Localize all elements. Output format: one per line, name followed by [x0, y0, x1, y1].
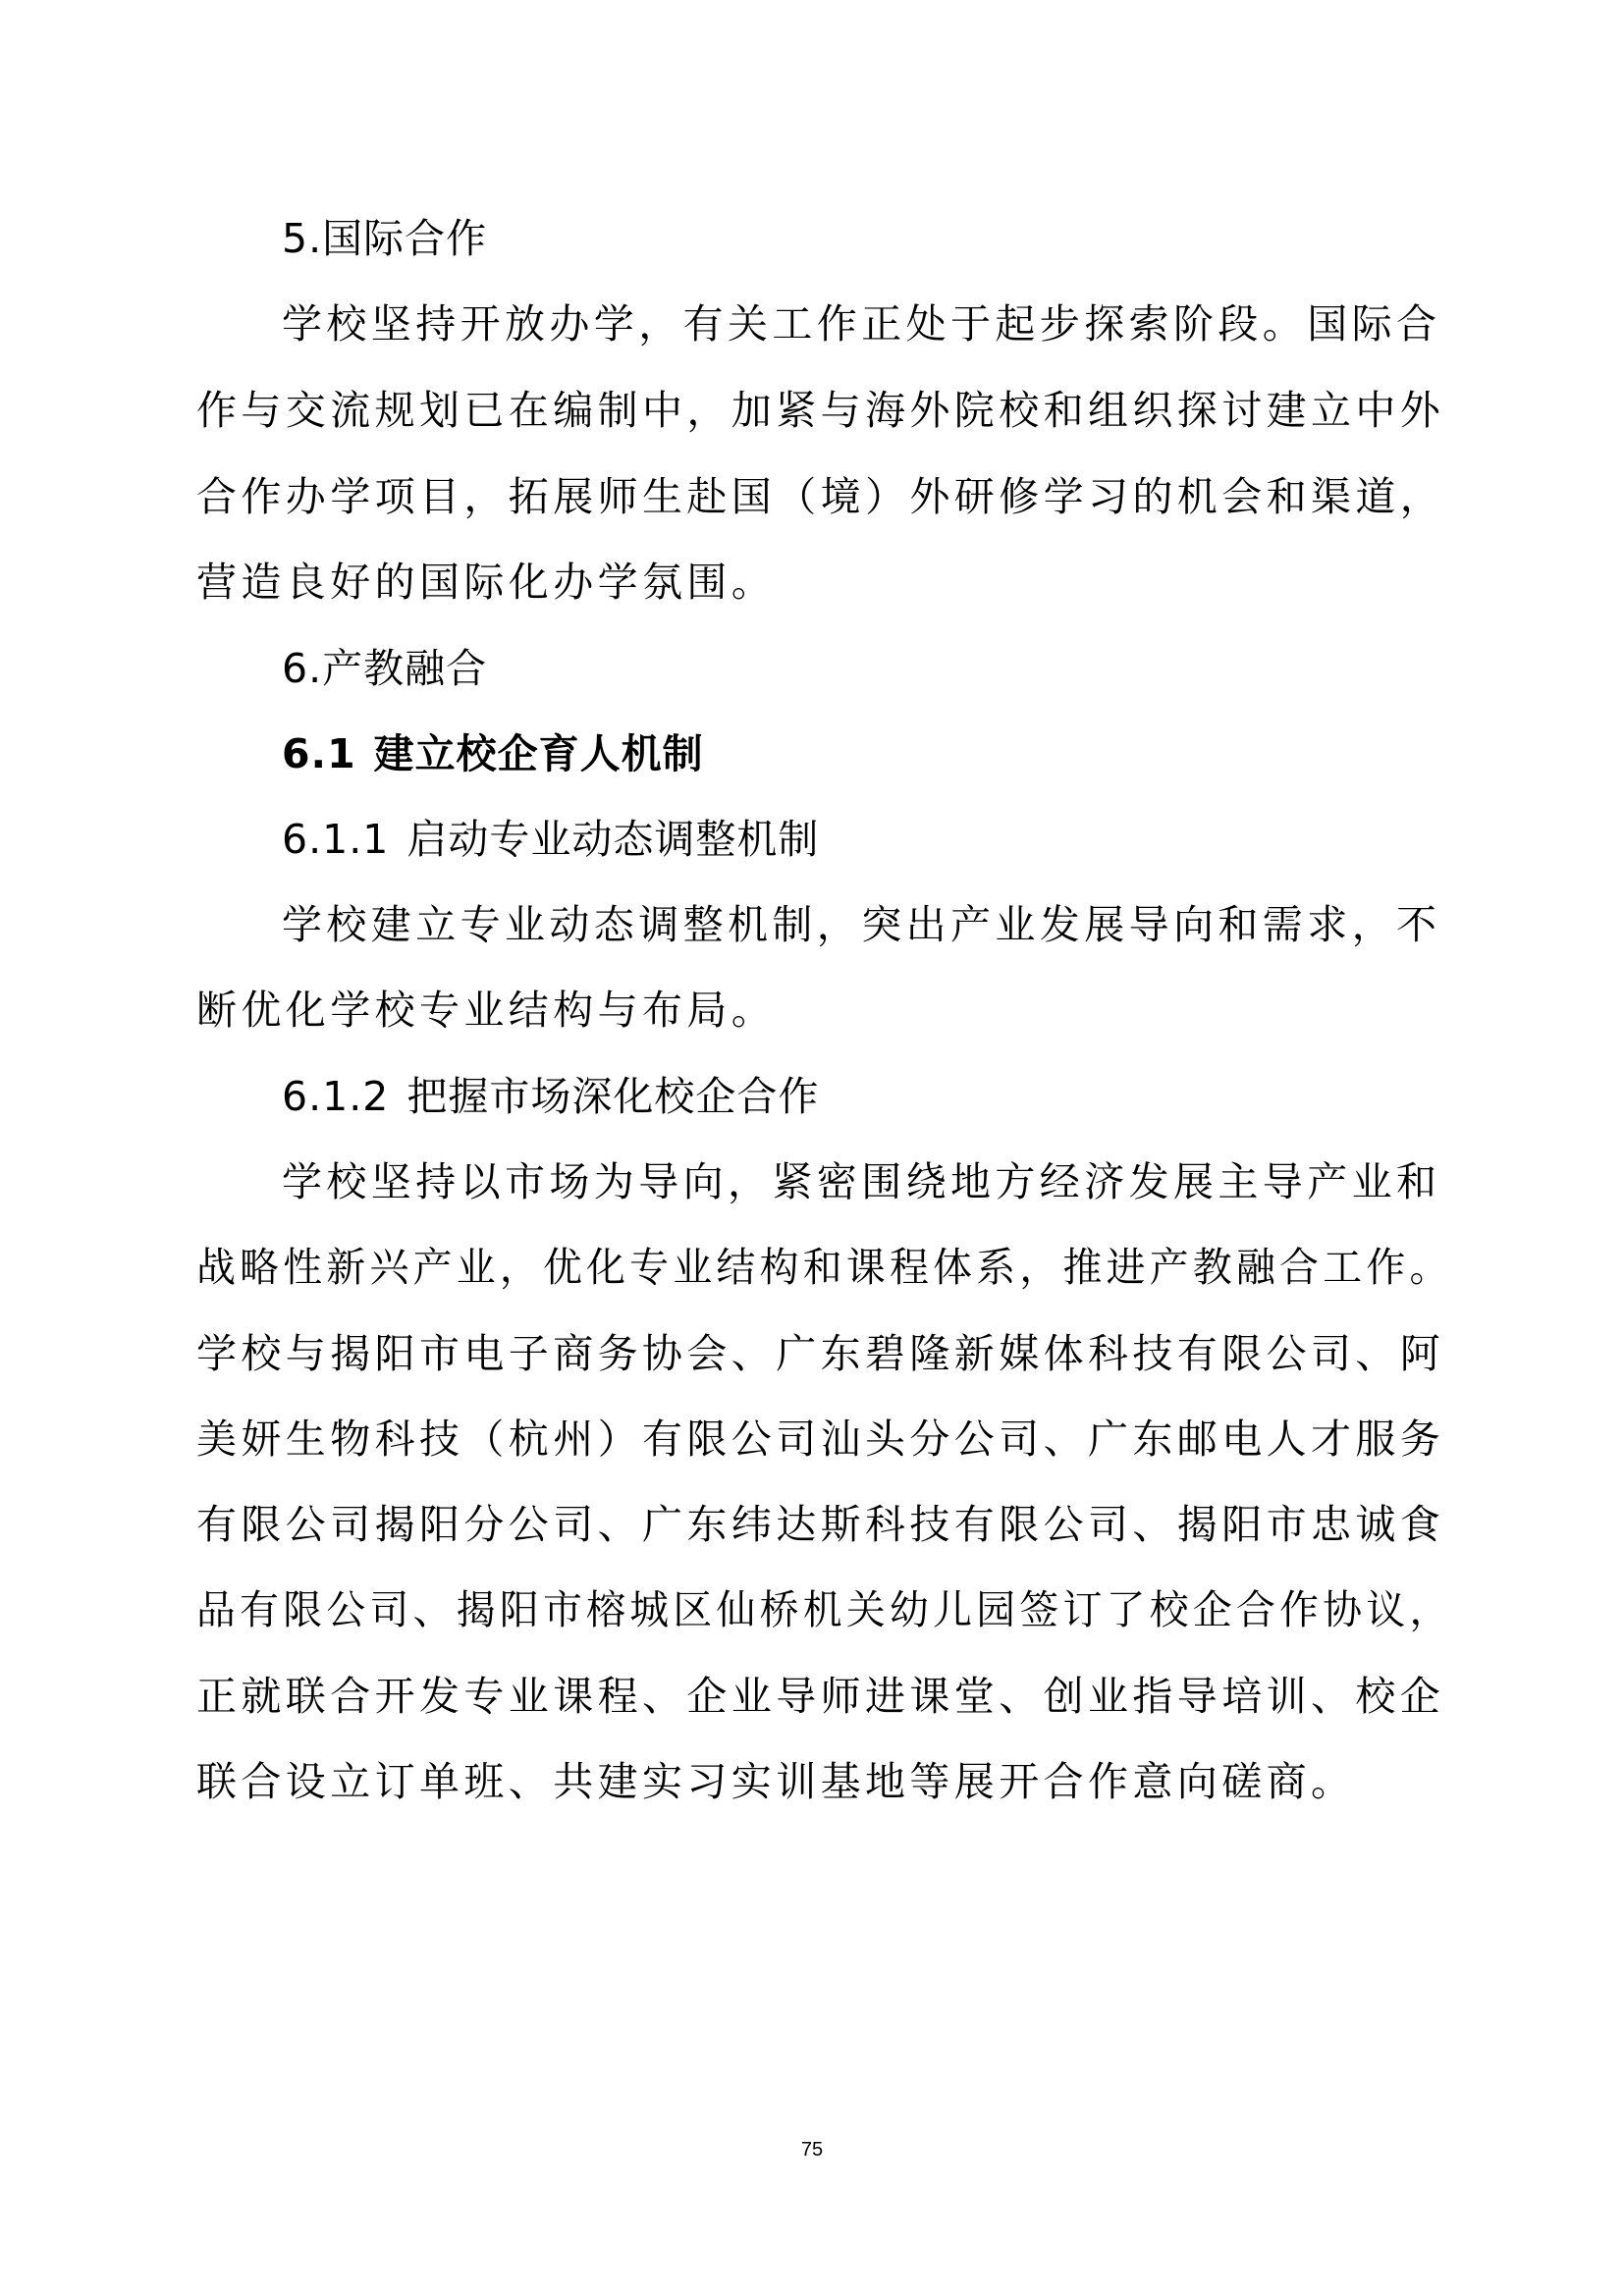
paragraph-line: 合作办学项目，拓展师生赴国（境）外研修学习的机会和渠道， [196, 473, 1445, 520]
section-6-heading: 6.产教融合 [282, 645, 488, 692]
section-6-1-1-number: 6.1.1 [282, 816, 390, 863]
section-6-1-number: 6.1 [282, 730, 356, 777]
section-6-1-2-title: 把握市场深化校企合作 [406, 1073, 820, 1120]
page-number: 75 [800, 2139, 824, 2161]
paragraph-line: 美妍生物科技（杭州）有限公司汕头分公司、广东邮电人才服务 [196, 1415, 1445, 1463]
paragraph-line: 学校建立专业动态调整机制，突出产业发展导向和需求，不 [282, 901, 1441, 948]
paragraph-line: 战略性新兴产业，优化专业结构和课程体系，推进产教融合工作。 [196, 1244, 1453, 1291]
paragraph-line: 学校坚持开放办学，有关工作正处于起步探索阶段。国际合 [282, 300, 1441, 347]
paragraph-line: 正就联合开发专业课程、企业导师进课堂、创业指导培训、校企 [196, 1673, 1445, 1720]
section-6-1-1-title: 启动专业动态调整机制 [406, 816, 820, 863]
paragraph-line: 品有限公司、揭阳市榕城区仙桥机关幼儿园签订了校企合作协议， [196, 1586, 1453, 1633]
section-6-1-title: 建立校企育人机制 [373, 730, 704, 777]
paragraph-line: 学校坚持以市场为导向，紧密围绕地方经济发展主导产业和 [282, 1158, 1441, 1205]
section-5-heading: 5.国际合作 [282, 215, 488, 262]
section-6-1-heading [282, 724, 704, 783]
paragraph-line: 联合设立订单班、共建实习实训基地等展开合作意向磋商。 [196, 1758, 1356, 1805]
section-6-1-2-heading [282, 1067, 819, 1126]
paragraph-line: 学校与揭阳市电子商务协会、广东碧隆新媒体科技有限公司、阿 [196, 1330, 1445, 1377]
paragraph-line: 有限公司揭阳分公司、广东纬达斯科技有限公司、揭阳市忠诚食 [196, 1501, 1445, 1548]
paragraph-line: 断优化学校专业结构与布局。 [196, 987, 777, 1034]
section-6-1-1-heading [282, 810, 819, 869]
section-6-1-2-number: 6.1.2 [282, 1073, 390, 1120]
paragraph-line: 营造良好的国际化办学氛围。 [196, 559, 777, 606]
paragraph-line: 作与交流规划已在编制中，加紧与海外院校和组织探讨建立中外 [196, 387, 1445, 434]
